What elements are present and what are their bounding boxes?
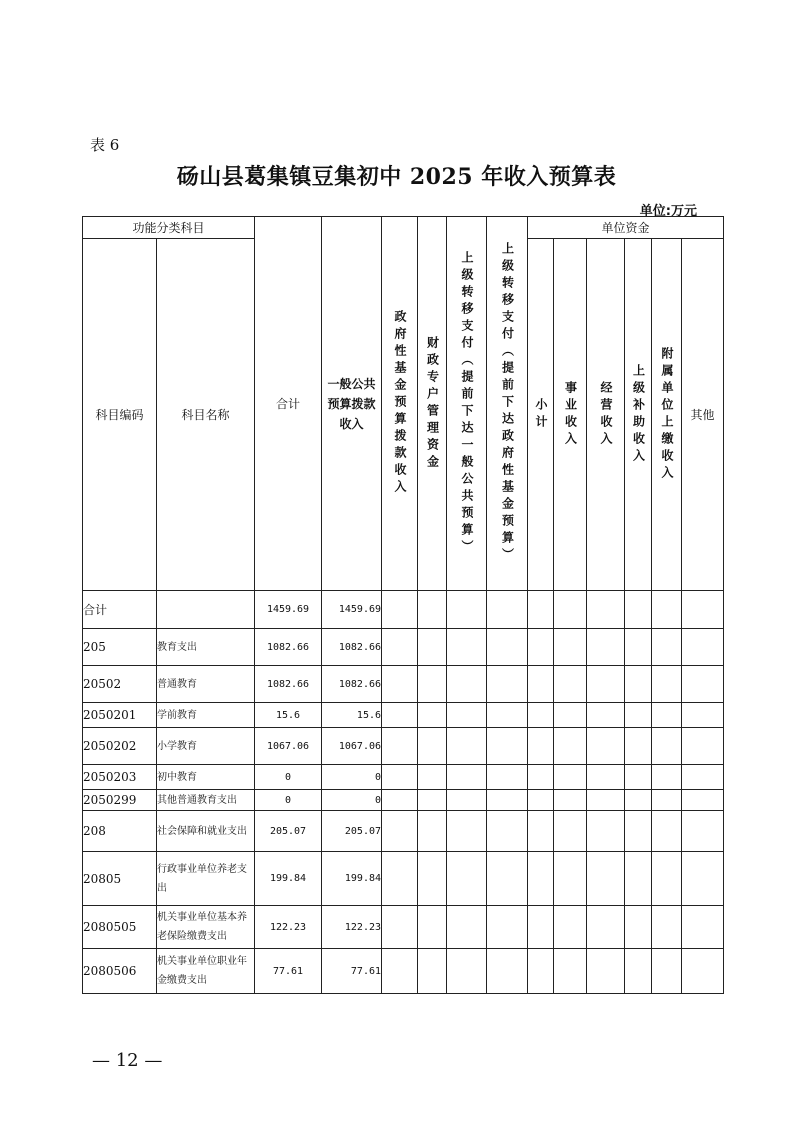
cell-empty	[587, 728, 625, 765]
income-budget-table	[82, 216, 724, 994]
cell-code: 2080506	[83, 949, 157, 994]
cell-code: 2050299	[83, 790, 157, 811]
cell-empty	[528, 629, 554, 666]
cell-empty	[652, 591, 682, 629]
cell-general-budget: 77.61	[322, 949, 382, 994]
cell-general-budget: 122.23	[322, 906, 382, 949]
cell-empty	[418, 703, 447, 728]
cell-empty	[625, 811, 652, 852]
cell-empty	[487, 949, 528, 994]
header-transfer-general: 上级转移支付（提前下达一般公共预算）	[447, 217, 487, 591]
cell-name: 学前教育	[157, 703, 255, 728]
cell-total: 205.07	[255, 811, 322, 852]
cell-empty	[418, 765, 447, 790]
cell-empty	[418, 728, 447, 765]
header-superior-subsidy: 上级补助收入	[625, 239, 652, 591]
cell-total: 199.84	[255, 852, 322, 906]
cell-empty	[652, 906, 682, 949]
cell-empty	[487, 591, 528, 629]
cell-name: 行政事业单位养老支出	[157, 852, 255, 906]
cell-general-budget: 1082.66	[322, 629, 382, 666]
cell-empty	[528, 852, 554, 906]
table-row	[83, 591, 724, 629]
cell-empty	[487, 790, 528, 811]
header-business-income: 事业收入	[554, 239, 587, 591]
cell-empty	[382, 728, 418, 765]
cell-empty	[682, 949, 724, 994]
header-operating-income: 经营收入	[587, 239, 625, 591]
cell-total: 1082.66	[255, 666, 322, 703]
cell-empty	[652, 666, 682, 703]
header-func-class: 功能分类科目	[83, 217, 255, 239]
cell-empty	[625, 790, 652, 811]
cell-empty	[587, 852, 625, 906]
cell-empty	[382, 591, 418, 629]
cell-empty	[528, 728, 554, 765]
cell-empty	[487, 765, 528, 790]
cell-empty	[418, 852, 447, 906]
cell-empty	[528, 703, 554, 728]
cell-empty	[487, 666, 528, 703]
cell-empty	[554, 728, 587, 765]
header-other: 其他	[682, 239, 724, 591]
cell-empty	[382, 666, 418, 703]
cell-empty	[682, 765, 724, 790]
cell-name: 机关事业单位基本养老保险缴费支出	[157, 906, 255, 949]
cell-empty	[528, 949, 554, 994]
cell-empty	[447, 811, 487, 852]
cell-total: 122.23	[255, 906, 322, 949]
table-body	[83, 591, 724, 994]
header-transfer-fund: 上级转移支付（提前下达政府性基金预算）	[487, 217, 528, 591]
cell-empty	[625, 852, 652, 906]
cell-empty	[682, 728, 724, 765]
cell-empty	[382, 765, 418, 790]
cell-general-budget: 1082.66	[322, 666, 382, 703]
cell-empty	[625, 591, 652, 629]
cell-empty	[528, 666, 554, 703]
cell-empty	[382, 906, 418, 949]
cell-empty	[554, 949, 587, 994]
cell-empty	[382, 629, 418, 666]
table-row	[83, 811, 724, 852]
cell-empty	[652, 703, 682, 728]
cell-empty	[447, 703, 487, 728]
cell-total: 77.61	[255, 949, 322, 994]
cell-empty	[418, 790, 447, 811]
cell-code: 2080505	[83, 906, 157, 949]
header-name: 科目名称	[157, 239, 255, 591]
cell-empty	[447, 790, 487, 811]
cell-code: 2050203	[83, 765, 157, 790]
header-general-budget: 一般公共预算拨款收入	[322, 217, 382, 591]
cell-name: 机关事业单位职业年金缴费支出	[157, 949, 255, 994]
cell-empty	[587, 949, 625, 994]
table-row	[83, 765, 724, 790]
cell-empty	[587, 811, 625, 852]
cell-empty	[487, 906, 528, 949]
cell-empty	[625, 629, 652, 666]
cell-empty	[418, 666, 447, 703]
cell-empty	[682, 790, 724, 811]
cell-empty	[487, 728, 528, 765]
cell-empty	[625, 906, 652, 949]
table-row	[83, 852, 724, 906]
table-row	[83, 629, 724, 666]
cell-empty	[587, 765, 625, 790]
cell-name: 普通教育	[157, 666, 255, 703]
cell-empty	[382, 949, 418, 994]
cell-empty	[554, 591, 587, 629]
cell-empty	[382, 811, 418, 852]
cell-empty	[554, 765, 587, 790]
cell-name	[157, 591, 255, 629]
cell-general-budget: 1459.69	[322, 591, 382, 629]
header-unit-funds: 单位资金	[528, 217, 724, 239]
cell-general-budget: 205.07	[322, 811, 382, 852]
cell-empty	[652, 790, 682, 811]
table-row	[83, 666, 724, 703]
table-row	[83, 790, 724, 811]
cell-name: 教育支出	[157, 629, 255, 666]
cell-code: 合计	[83, 591, 157, 629]
cell-empty	[682, 811, 724, 852]
cell-empty	[652, 949, 682, 994]
cell-code: 20502	[83, 666, 157, 703]
cell-empty	[652, 765, 682, 790]
cell-name: 其他普通教育支出	[157, 790, 255, 811]
cell-total: 0	[255, 765, 322, 790]
cell-empty	[652, 728, 682, 765]
cell-total: 1459.69	[255, 591, 322, 629]
cell-general-budget: 15.6	[322, 703, 382, 728]
cell-empty	[528, 811, 554, 852]
cell-name: 初中教育	[157, 765, 255, 790]
table-row	[83, 949, 724, 994]
cell-name: 小学教育	[157, 728, 255, 765]
cell-empty	[447, 728, 487, 765]
cell-empty	[447, 949, 487, 994]
cell-empty	[554, 629, 587, 666]
cell-code: 2050202	[83, 728, 157, 765]
cell-code: 20805	[83, 852, 157, 906]
cell-empty	[554, 852, 587, 906]
header-total: 合计	[255, 217, 322, 591]
cell-empty	[682, 629, 724, 666]
cell-empty	[587, 703, 625, 728]
header-subtotal: 小计	[528, 239, 554, 591]
cell-empty	[587, 906, 625, 949]
header-affiliated-income: 附属单位上缴收入	[652, 239, 682, 591]
unit-label: 单位:万元	[639, 204, 697, 219]
cell-empty	[447, 591, 487, 629]
cell-empty	[554, 790, 587, 811]
cell-code: 205	[83, 629, 157, 666]
cell-general-budget: 0	[322, 765, 382, 790]
cell-empty	[447, 765, 487, 790]
cell-code: 2050201	[83, 703, 157, 728]
cell-empty	[652, 629, 682, 666]
cell-empty	[587, 666, 625, 703]
table-row	[83, 728, 724, 765]
cell-empty	[528, 790, 554, 811]
cell-empty	[554, 906, 587, 949]
cell-empty	[682, 906, 724, 949]
table-row	[83, 906, 724, 949]
page-number: — 12 —	[92, 1050, 163, 1071]
cell-empty	[487, 629, 528, 666]
cell-empty	[447, 629, 487, 666]
cell-empty	[382, 790, 418, 811]
cell-empty	[625, 666, 652, 703]
cell-empty	[487, 703, 528, 728]
cell-general-budget: 0	[322, 790, 382, 811]
cell-empty	[528, 906, 554, 949]
cell-empty	[682, 666, 724, 703]
cell-total: 0	[255, 790, 322, 811]
cell-empty	[625, 949, 652, 994]
cell-empty	[652, 811, 682, 852]
cell-name: 社会保障和就业支出	[157, 811, 255, 852]
cell-empty	[587, 629, 625, 666]
cell-empty	[418, 949, 447, 994]
cell-empty	[382, 852, 418, 906]
cell-empty	[447, 666, 487, 703]
cell-empty	[554, 811, 587, 852]
header-fiscal-special: 财政专户管理资金	[418, 217, 447, 591]
cell-code: 208	[83, 811, 157, 852]
cell-empty	[554, 703, 587, 728]
cell-empty	[625, 765, 652, 790]
cell-empty	[418, 629, 447, 666]
cell-empty	[447, 852, 487, 906]
cell-empty	[418, 591, 447, 629]
document-title: 砀山县葛集镇豆集初中 2025 年收入预算表	[176, 164, 617, 190]
cell-empty	[418, 906, 447, 949]
cell-empty	[487, 852, 528, 906]
cell-total: 1082.66	[255, 629, 322, 666]
cell-empty	[682, 703, 724, 728]
header-gov-fund: 政府性基金预算拨款收入	[382, 217, 418, 591]
cell-empty	[382, 703, 418, 728]
cell-empty	[682, 591, 724, 629]
cell-empty	[554, 666, 587, 703]
table-row	[83, 703, 724, 728]
cell-empty	[447, 906, 487, 949]
cell-empty	[587, 790, 625, 811]
cell-empty	[652, 852, 682, 906]
cell-empty	[418, 811, 447, 852]
header-code: 科目编码	[83, 239, 157, 591]
cell-empty	[528, 591, 554, 629]
cell-general-budget: 1067.06	[322, 728, 382, 765]
cell-empty	[682, 852, 724, 906]
cell-total: 15.6	[255, 703, 322, 728]
cell-empty	[528, 765, 554, 790]
cell-empty	[625, 728, 652, 765]
cell-empty	[625, 703, 652, 728]
cell-empty	[487, 811, 528, 852]
cell-general-budget: 199.84	[322, 852, 382, 906]
cell-total: 1067.06	[255, 728, 322, 765]
cell-empty	[587, 591, 625, 629]
table-number: 表 6	[90, 136, 120, 154]
